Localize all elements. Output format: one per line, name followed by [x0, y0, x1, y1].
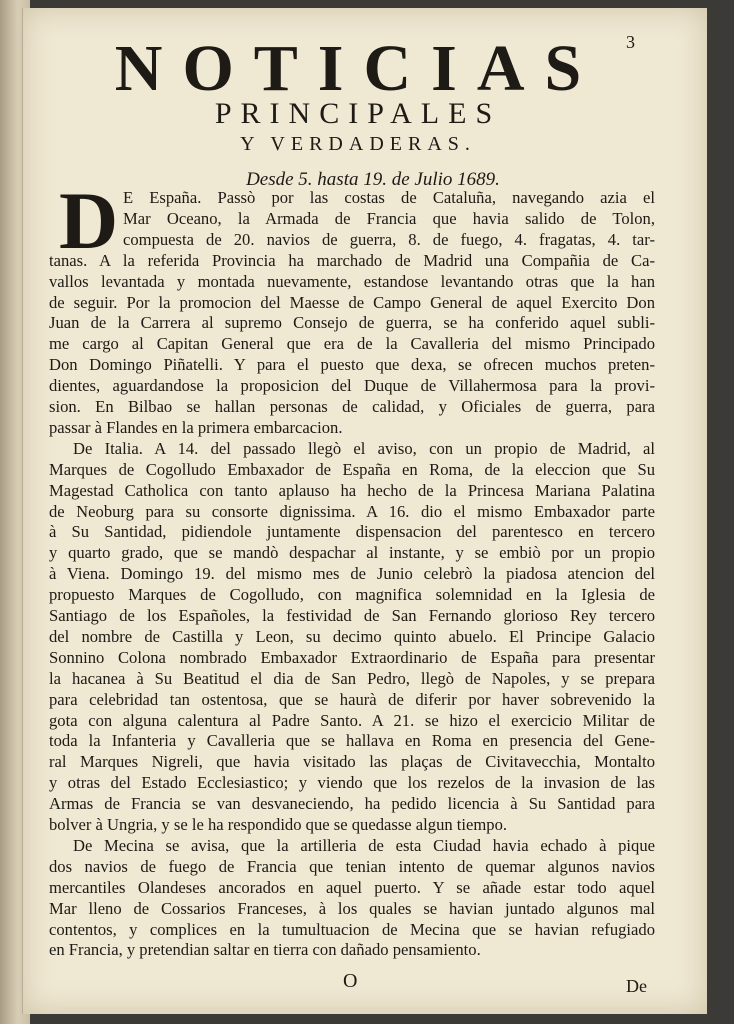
text-line: Magestad Catholica con tanto aplauso ha hecho de la Princesa Mariana Palatina — [49, 480, 655, 500]
drop-cap: D — [59, 175, 119, 266]
text-line: toda la Infanteria y Cavalleria que se hallava en Roma en presencia del Gene- — [49, 731, 655, 751]
text-line: y quarto grado, que se mandò despachar al instante, y se embiò por un propio — [49, 543, 655, 563]
text-line: à Viena. Domingo 19. del mismo mes de Junio celebrò la piadosa atencion del — [49, 564, 655, 584]
text-line: E España. Passò por las costas de Cataluña, navegando azia el — [123, 188, 655, 207]
text-line: sion. En Bilbao se hallan personas de calidad, y Oficiales de guerra, para — [49, 397, 655, 416]
text-line: de Neoburg para su consorte dignissima. A 16. dio el mismo Embaxador parte — [49, 501, 655, 521]
signature-mark: O — [343, 970, 358, 992]
text-line: propuesto Marques de Cogolludo, con magnifica solemnidad en la Iglesia de — [49, 585, 655, 605]
text-line: de seguir. Por la promocion del Maesse de Campo General de aquel Exercito Don — [49, 292, 655, 312]
text-line: Santiago de los Españoles, la festividad de San Fernando glorioso Rey tercero — [49, 606, 655, 625]
masthead-subtitle-principales: PRINCIPALES — [214, 97, 502, 130]
text-line: Sonnino Colona nombrado Embaxador Extraordinario de España para presentar — [49, 647, 655, 667]
text-line: bolver à Ungria, y se le ha respondido que se quedasse algun tiempo. — [49, 815, 508, 834]
text-line: para celebridad tan ostentosa, que se haurà de diferir por haver sobrevenido la — [49, 689, 655, 709]
text-line: gota con alguna calentura al Padre Santo. A 21. se hizo el exercicio Militar de — [49, 710, 655, 730]
text-line: passar à Flandes en la primera embarcacion. — [49, 417, 343, 437]
text-line: la hacanea à Su Beatitud el dia de San Pedro, llegò de Napoles, y se prepara — [49, 668, 655, 688]
text-line: dientes, aguardandose la proposicion del Duque de Villahermosa para la provi- — [49, 376, 655, 396]
text-line: mercantiles Olandeses ancorados en aquel puerto. Y se añade estar todo aquel — [49, 877, 655, 897]
text-line: De Mecina se avisa, que la artilleria de esta Ciudad havia echado à pique — [73, 835, 655, 855]
masthead-title: NOTICIAS — [114, 32, 602, 105]
text-line: me cargo al Capitan General que era de la Cavalleria del mismo Principado — [49, 334, 655, 354]
text-line: del nombre de Castilla y Leon, su decimo quinto abuelo. El Principe Galacio — [49, 626, 655, 646]
page-number: 3 — [626, 32, 635, 52]
text-line: ral Marques Nigreli, que havia visitado las plaças de Civitavecchia, Montalto — [49, 752, 655, 772]
text-line: dos navios de fuego de Francia que tenian intento de quemar algunos navios — [49, 856, 655, 876]
text-line: à Su Santidad, pidiendole juntamente dispensacion del parentesco en tercero — [49, 522, 655, 542]
text-line: vallos levantada y montada nuevamente, estandose levantando otras que la han — [49, 271, 655, 291]
text-line: Mar lleno de Cossarios Franceses, à los quales se havian juntado algunos mal — [49, 898, 655, 918]
document-page — [22, 8, 707, 1014]
text-line: Marques de Cogolludo Embaxador de España en Roma, de la eleccion que Su — [49, 459, 655, 479]
text-line: tanas. A la referida Provincia ha marchado de Madrid una Compañia de Ca- — [49, 250, 655, 270]
text-line: contentos, y complices en la tumultuacion de Mecina que se havian refugiado — [49, 919, 655, 939]
text-line: en Francia, y pretendian saltar en tierra con dañado pensamiento. — [49, 940, 481, 960]
text-line: y otras del Estado Ecclesiastico; y viendo que los rezelos de la invasion de las — [49, 773, 655, 793]
text-line: Armas de Francia se van desvaneciendo, ha pedido licencia à Su Santidad para — [49, 794, 655, 814]
text-line: De Italia. A 14. del passado llegò el aviso, con un propio de Madrid, al — [73, 438, 655, 458]
text-line: compuesta de 20. navios de guerra, 8. de fuego, 4. fragatas, 4. tar- — [123, 229, 655, 249]
dateline: Desde 5. hasta 19. de Julio 1689. — [246, 169, 500, 190]
catchword: De — [626, 976, 647, 996]
text-line: Don Domingo Piñatelli. Y para el puesto que dexa, se ofrecen muchos preten- — [49, 355, 655, 375]
text-line: Mar Oceano, la Armada de Francia que havia salido de Tolon, — [123, 208, 655, 228]
text-line: Juan de la Carrera al supremo Consejo de guerra, se ha conferido aquel subli- — [49, 313, 655, 333]
masthead-subtitle-verdaderas: Y VERDADERAS. — [240, 133, 476, 155]
